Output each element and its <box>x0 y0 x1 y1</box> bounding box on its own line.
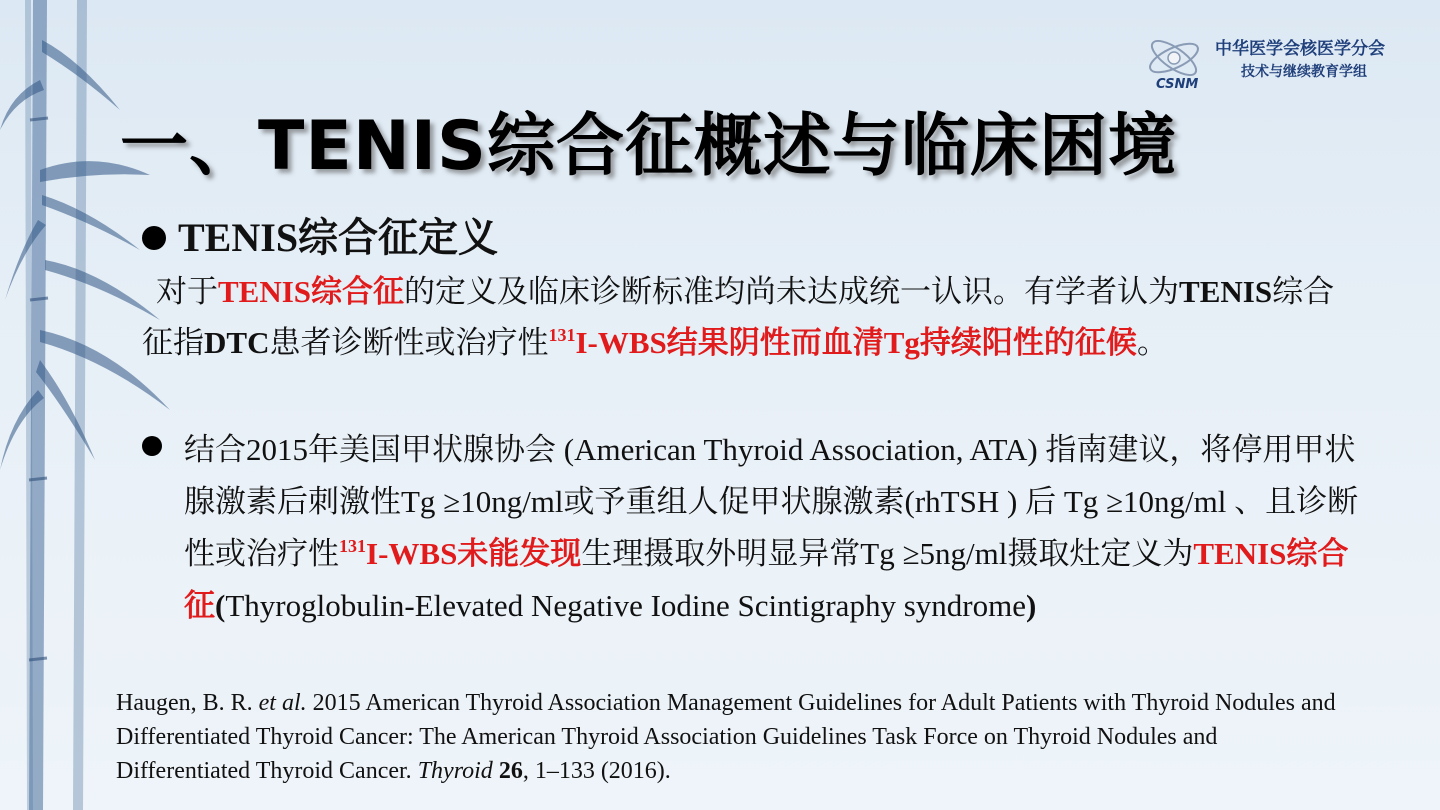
ref-journal: Thyroid <box>417 758 493 784</box>
ref-italic: et al. <box>258 690 307 716</box>
criteria-highlight: TENIS综合征 <box>184 536 1349 623</box>
para-text: 综合征指 <box>142 274 1335 360</box>
ref-text: 2015 American Thyroid Association Management Guidelines for Adult Patients with Thyroid Nodules and Differentiated Thyroid Cancer: The American Thyroid Association Guidelines Task Force on Thyroid Nodules and Differentiated Thyroid Cancer. <box>116 690 1336 784</box>
para-bold: TENIS <box>1179 274 1273 309</box>
criteria-paren: ( <box>215 588 226 623</box>
para-text: 对于 <box>156 274 218 309</box>
isotope-superscript: 131 <box>548 325 576 345</box>
section-heading-text: TENIS综合征定义 <box>178 215 499 260</box>
bullet-icon <box>142 436 162 456</box>
para-bold: DTC <box>204 325 270 360</box>
criteria-segment: 结合2015年美国甲状腺协会 (American Thyroid Association, ATA) 指南建议，将停用甲状腺激素后刺激性Tg ≥10ng/ml或予重组人促甲状腺激素(rhTSH ) 后 Tg ≥10ng/ml 、且诊断性或治疗性 <box>184 432 1359 571</box>
para-text: 。 <box>1136 325 1168 360</box>
para-highlight: TENIS综合征 <box>218 274 405 309</box>
logo-org-subtitle: 技术与继续教育学组 <box>1241 64 1367 80</box>
page-title: 一、TENIS综合征概述与临床困境 <box>120 107 1178 186</box>
logo-org-name: 中华医学会核医学分会 <box>1215 39 1385 59</box>
para-highlight: I-WBS结果阴性而血清Tg持续阳性的征候 <box>575 325 1137 360</box>
bullet-icon <box>142 226 166 250</box>
reference-citation <box>116 686 1336 788</box>
logo-mark-text: CSNM <box>1156 77 1199 92</box>
criteria-segment: 生理摄取外明显异常Tg ≥5ng/ml摄取灶定义为 <box>581 536 1194 571</box>
definition-paragraph <box>142 266 1342 368</box>
ref-text: , 1–133 (2016). <box>522 758 671 784</box>
para-text: 患者诊断性或治疗性 <box>269 325 549 360</box>
csnm-logo <box>1142 30 1432 92</box>
criteria-text <box>184 424 1362 632</box>
atom-logo-icon <box>1142 30 1212 92</box>
isotope-superscript: 131 <box>339 536 366 556</box>
criteria-bullet <box>142 424 1362 632</box>
criteria-segment: Thyroglobulin-Elevated Negative Iodine Scintigraphy syndrome <box>225 588 1026 623</box>
ref-text: Haugen, B. R. <box>116 690 259 716</box>
section-heading <box>142 206 498 263</box>
criteria-paren: ) <box>1025 588 1037 623</box>
para-text: 的定义及临床诊断标准均尚未达成统一认识。有学者认为 <box>404 274 1180 309</box>
ref-volume: 26 <box>492 758 523 784</box>
criteria-highlight: I-WBS未能发现 <box>366 536 582 571</box>
